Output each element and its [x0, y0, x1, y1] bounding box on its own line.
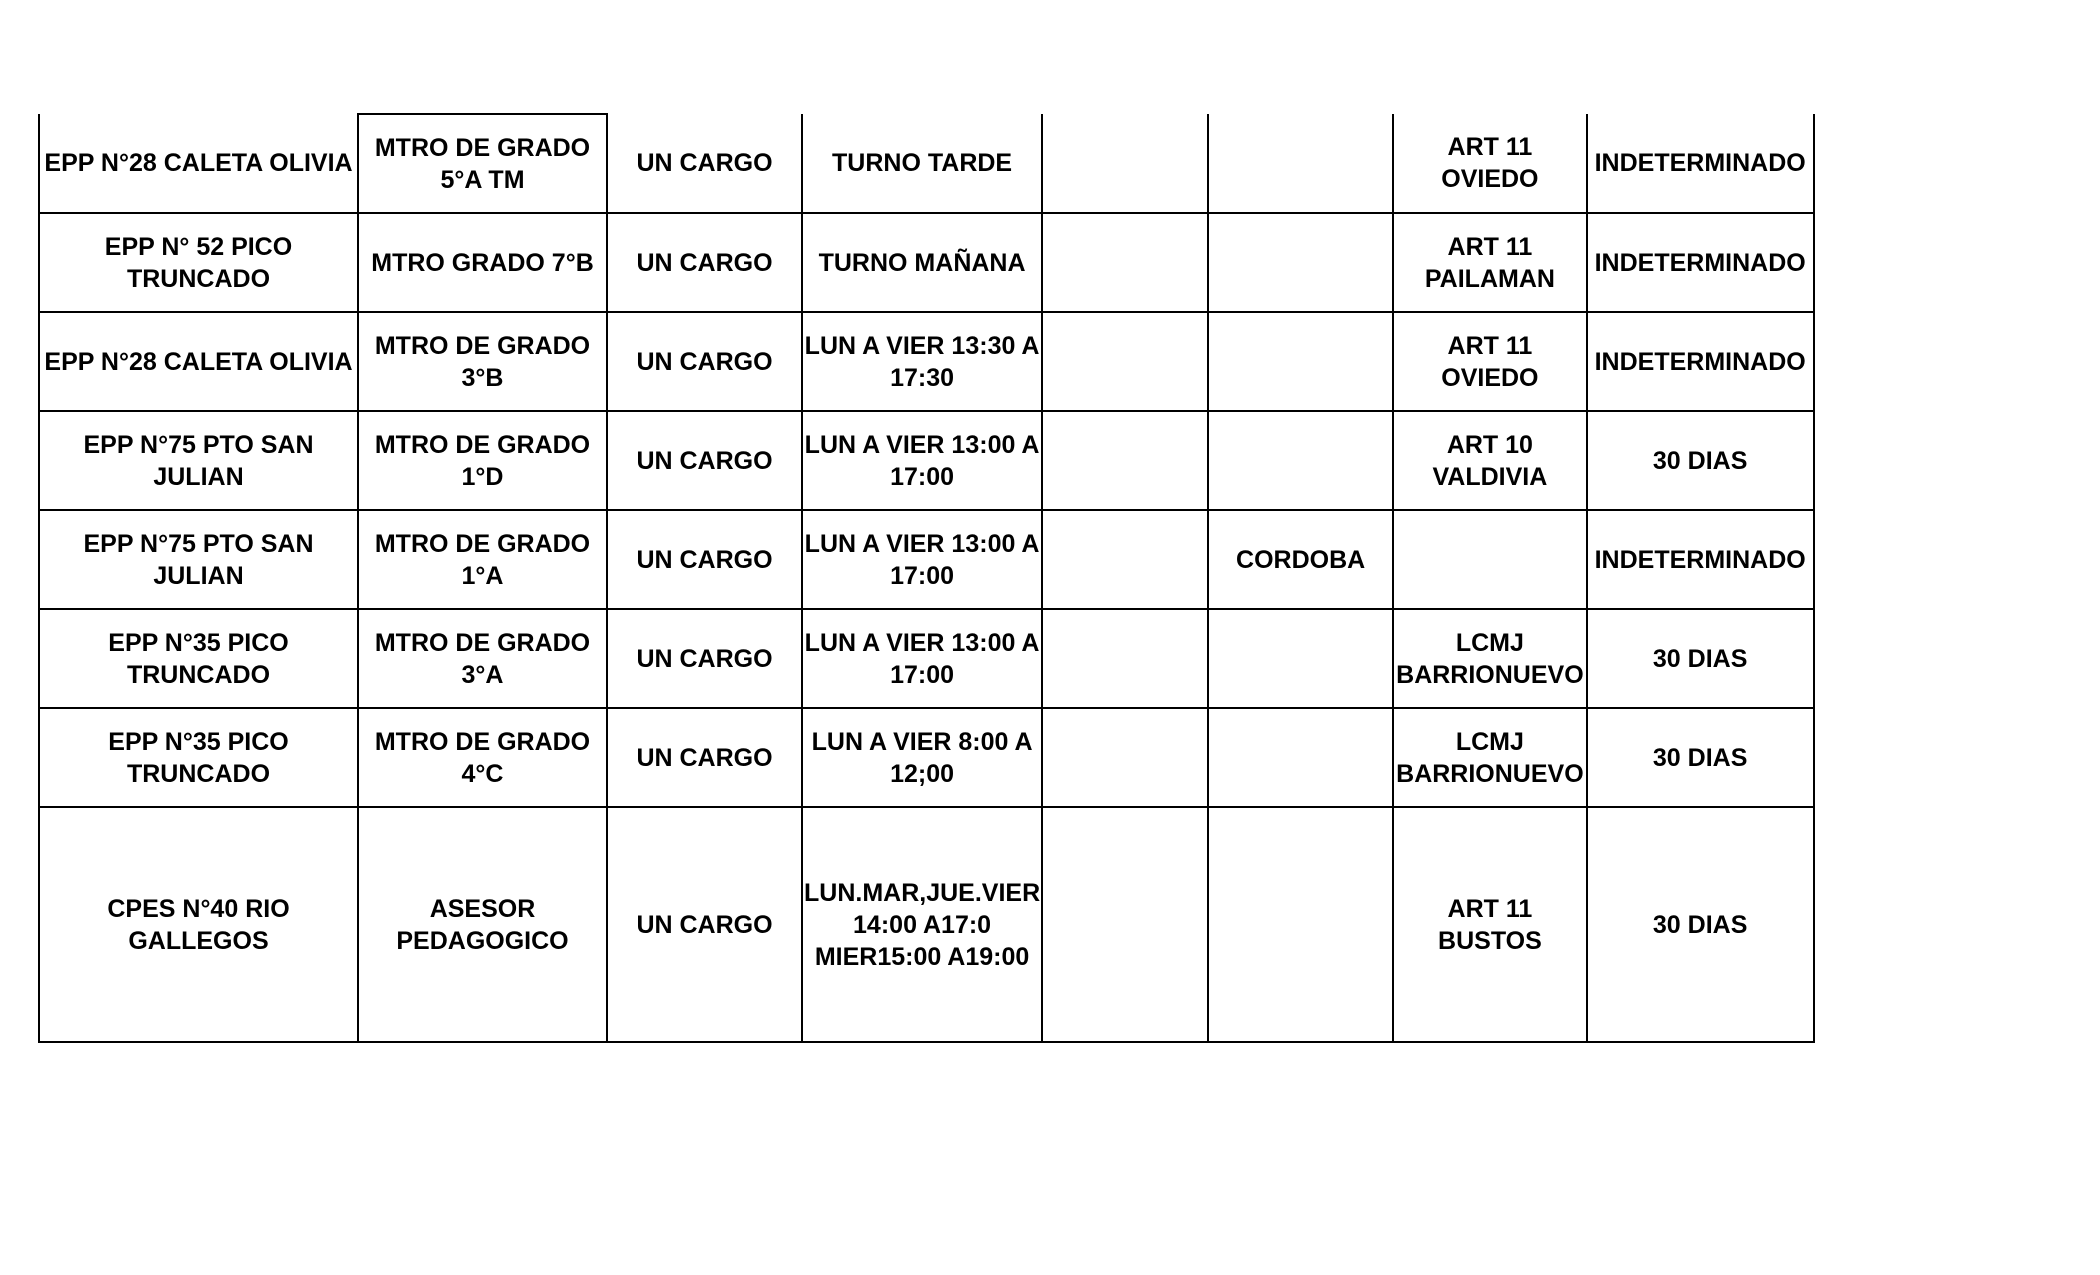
cell-school: EPP N°75 PTO SAN JULIAN [39, 510, 358, 609]
cell-cargo: UN CARGO [607, 114, 802, 213]
cell-empty [1042, 213, 1208, 312]
cell-empty [1042, 114, 1208, 213]
cell-cargo: UN CARGO [607, 807, 802, 1042]
table-row [39, 708, 1814, 807]
cell-duration: 30 DIAS [1587, 411, 1814, 510]
table-row [39, 213, 1814, 312]
cell-cargo: UN CARGO [607, 510, 802, 609]
cell-empty [1042, 807, 1208, 1042]
cell-schedule: LUN A VIER 13:00 A 17:00 [802, 510, 1042, 609]
cell-cargo: UN CARGO [607, 411, 802, 510]
cell-duration: INDETERMINADO [1587, 510, 1814, 609]
cell-position: MTRO DE GRADO 3°A [358, 609, 607, 708]
cell-article: ART 11 PAILAMAN [1393, 213, 1587, 312]
cell-location [1208, 114, 1393, 213]
cell-position: ASESOR PEDAGOGICO [358, 807, 607, 1042]
cell-schedule: LUN A VIER 8:00 A 12;00 [802, 708, 1042, 807]
cell-duration: INDETERMINADO [1587, 312, 1814, 411]
cell-school: EPP N°28 CALETA OLIVIA [39, 114, 358, 213]
cell-schedule: TURNO MAÑANA [802, 213, 1042, 312]
cell-article: ART 11 BUSTOS [1393, 807, 1587, 1042]
cell-location [1208, 807, 1393, 1042]
cell-position: MTRO GRADO 7°B [358, 213, 607, 312]
table-row [39, 312, 1814, 411]
cell-school: EPP N°35 PICO TRUNCADO [39, 609, 358, 708]
cell-location [1208, 609, 1393, 708]
cell-school: EPP N°75 PTO SAN JULIAN [39, 411, 358, 510]
table-body [39, 114, 1814, 1042]
cell-position: MTRO DE GRADO 4°C [358, 708, 607, 807]
cell-schedule: LUN.MAR,JUE.VIER 14:00 A17:0 MIER15:00 A19:00 [802, 807, 1042, 1042]
cell-duration: INDETERMINADO [1587, 114, 1814, 213]
cell-position: MTRO DE GRADO 5°A TM [358, 114, 607, 213]
cell-school: EPP N° 52 PICO TRUNCADO [39, 213, 358, 312]
cell-location: CORDOBA [1208, 510, 1393, 609]
cell-location [1208, 312, 1393, 411]
cell-cargo: UN CARGO [607, 213, 802, 312]
cell-schedule: LUN A VIER 13:30 A 17:30 [802, 312, 1042, 411]
cell-schedule: LUN A VIER 13:00 A 17:00 [802, 609, 1042, 708]
cell-duration: 30 DIAS [1587, 807, 1814, 1042]
cell-school: EPP N°35 PICO TRUNCADO [39, 708, 358, 807]
cell-article: LCMJ BARRIONUEVO [1393, 708, 1587, 807]
cell-empty [1042, 708, 1208, 807]
table-row [39, 411, 1814, 510]
cell-empty [1042, 411, 1208, 510]
cell-school: EPP N°28 CALETA OLIVIA [39, 312, 358, 411]
cell-duration: INDETERMINADO [1587, 213, 1814, 312]
cell-school: CPES N°40 RIO GALLEGOS [39, 807, 358, 1042]
assignments-table [38, 113, 1815, 1043]
cell-duration: 30 DIAS [1587, 609, 1814, 708]
cell-article: ART 10 VALDIVIA [1393, 411, 1587, 510]
table-row [39, 807, 1814, 1042]
cell-article: LCMJ BARRIONUEVO [1393, 609, 1587, 708]
cell-cargo: UN CARGO [607, 312, 802, 411]
cell-position: MTRO DE GRADO 1°A [358, 510, 607, 609]
cell-cargo: UN CARGO [607, 609, 802, 708]
cell-duration: 30 DIAS [1587, 708, 1814, 807]
table-row [39, 510, 1814, 609]
cell-schedule: LUN A VIER 13:00 A 17:00 [802, 411, 1042, 510]
cell-location [1208, 213, 1393, 312]
cell-position: MTRO DE GRADO 1°D [358, 411, 607, 510]
cell-location [1208, 411, 1393, 510]
cell-position: MTRO DE GRADO 3°B [358, 312, 607, 411]
cell-empty [1042, 510, 1208, 609]
table-row [39, 114, 1814, 213]
cell-article: ART 11 OVIEDO [1393, 312, 1587, 411]
cell-location [1208, 708, 1393, 807]
table-row [39, 609, 1814, 708]
cell-article: ART 11 OVIEDO [1393, 114, 1587, 213]
cell-schedule: TURNO TARDE [802, 114, 1042, 213]
cell-article [1393, 510, 1587, 609]
cell-empty [1042, 312, 1208, 411]
cell-empty [1042, 609, 1208, 708]
cell-cargo: UN CARGO [607, 708, 802, 807]
